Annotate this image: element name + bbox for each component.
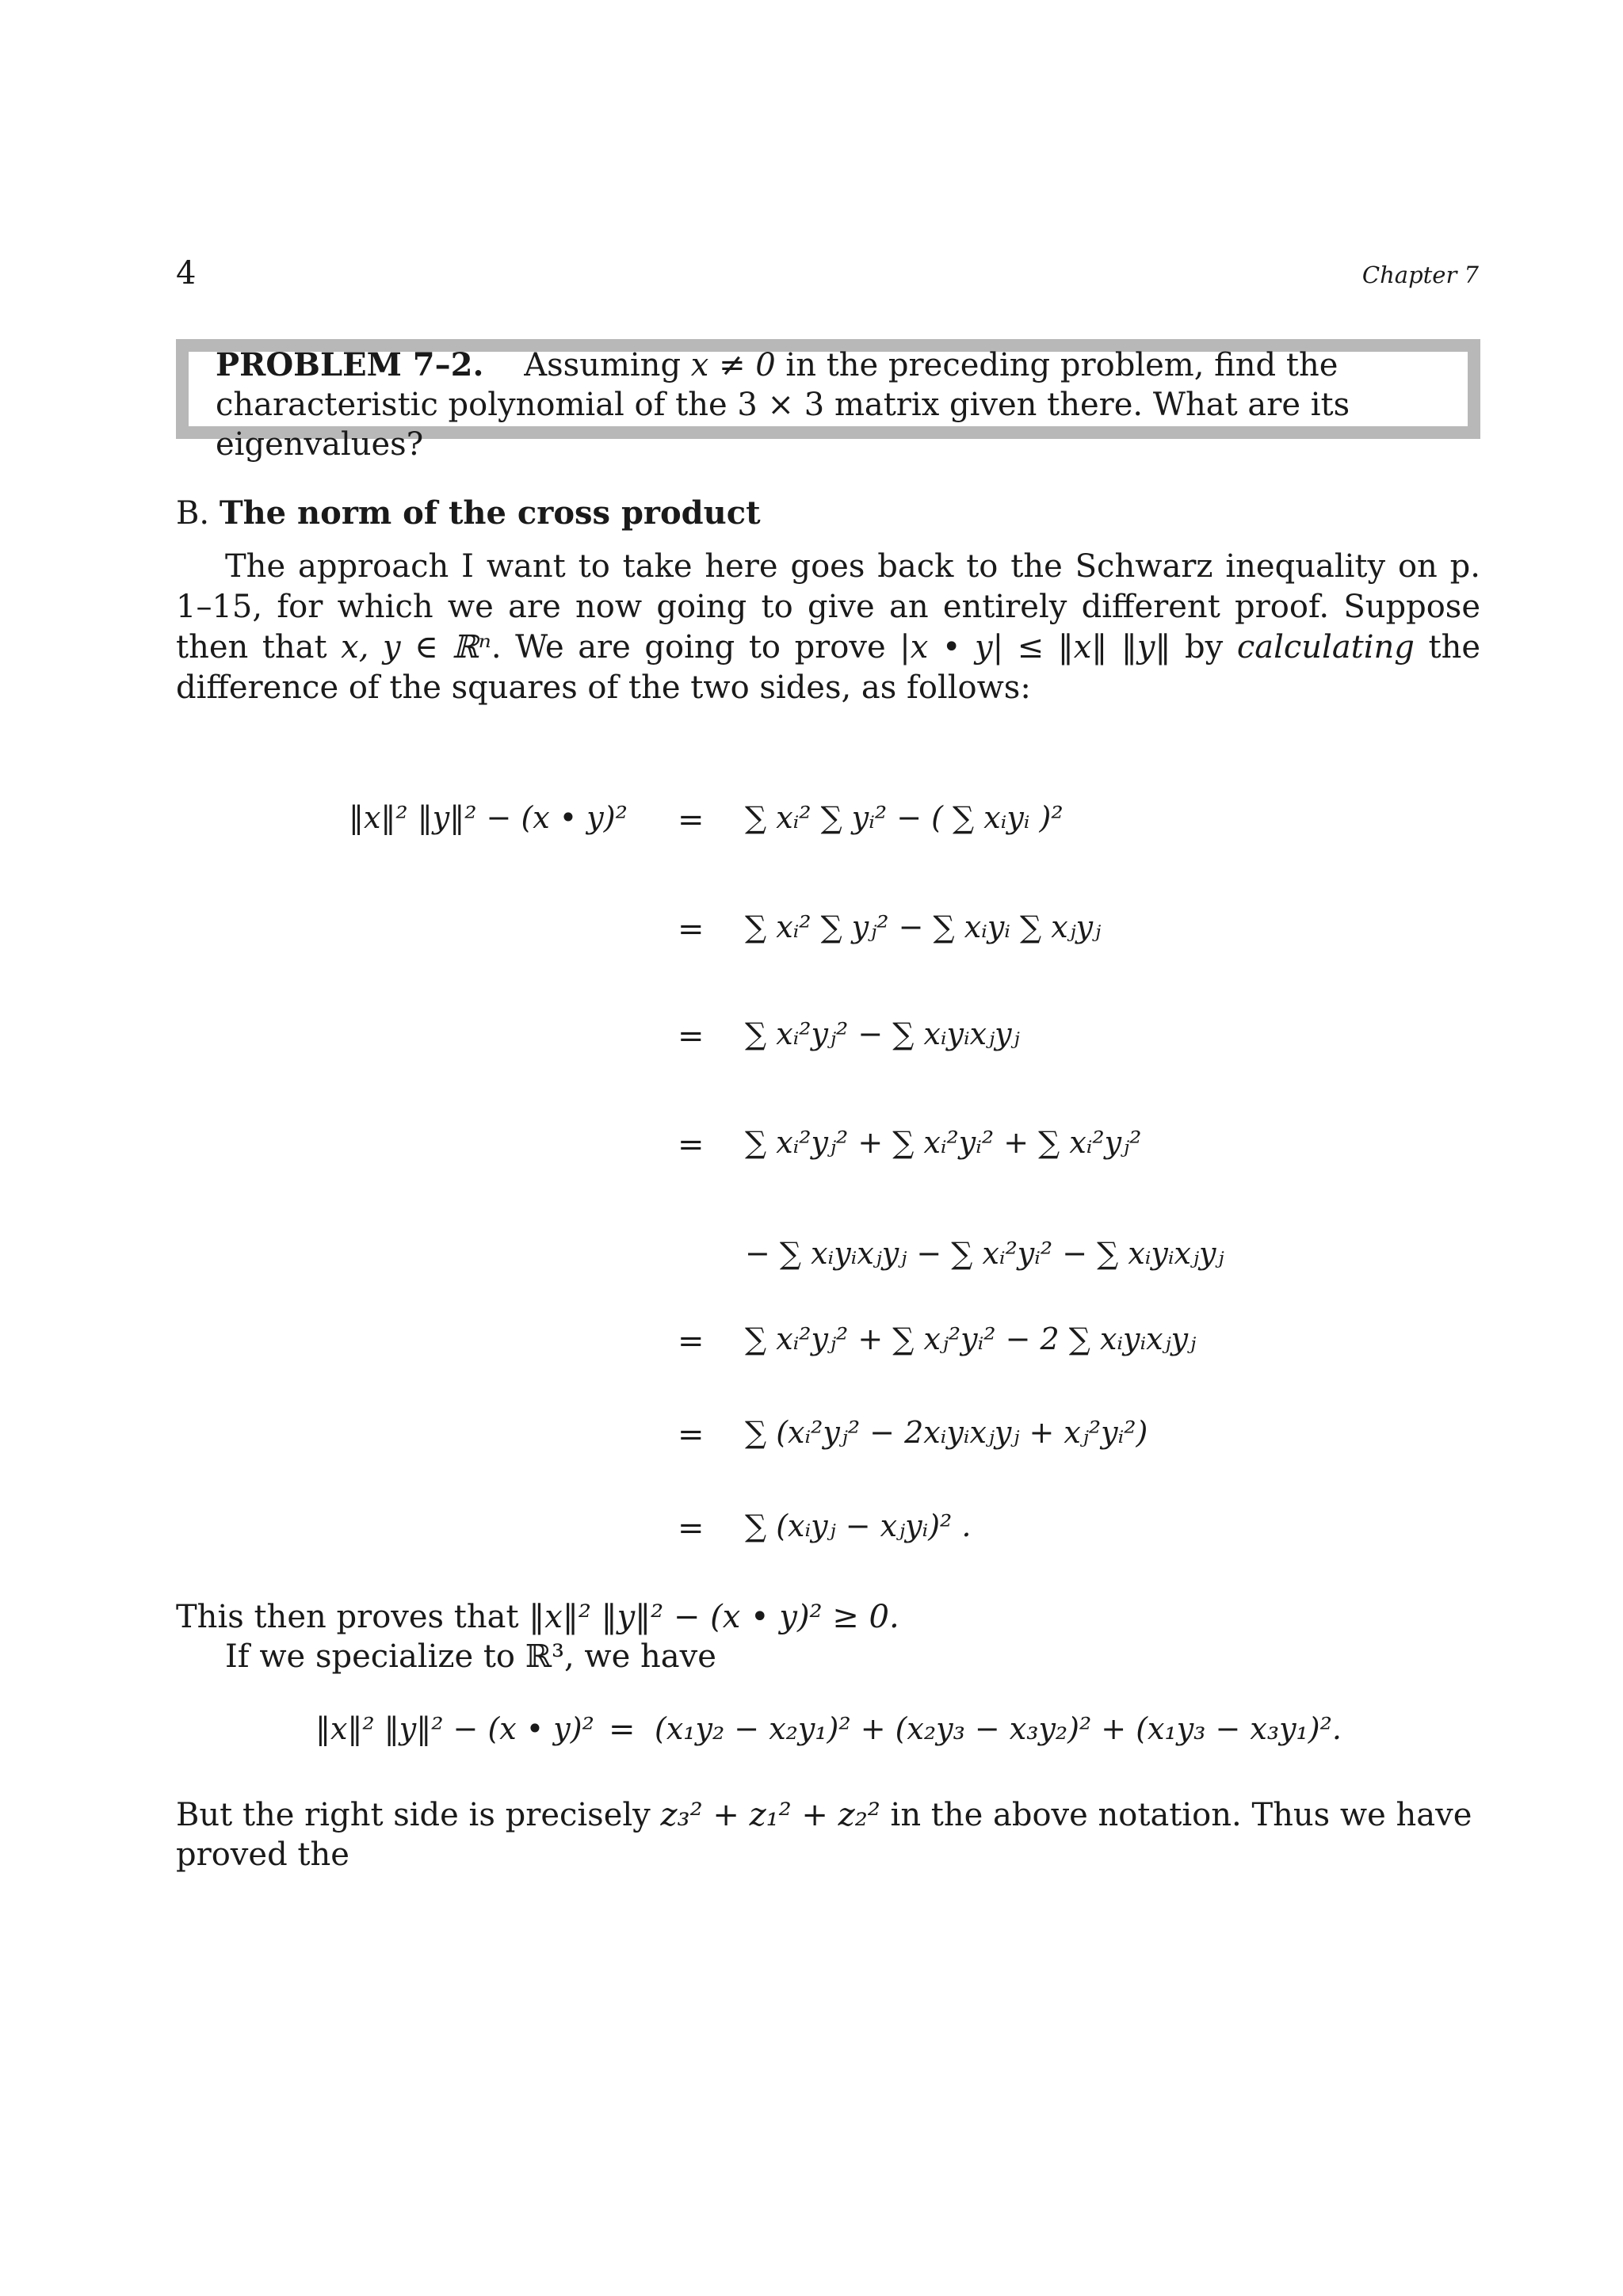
problem-math: x ≠ 0 (690, 347, 776, 383)
final-c: in the above notation. Thus we have proved the (176, 1797, 1472, 1873)
para1-e: by (1170, 629, 1237, 666)
derivation-lhs: ‖x‖² ‖y‖² − (x • y)² (349, 800, 628, 835)
page-number: 4 (176, 255, 197, 292)
section-heading (176, 494, 761, 532)
para1-inequality: |x • y| ≤ ‖x‖ ‖y‖ (899, 629, 1171, 666)
eq-sign-4: = (678, 1127, 705, 1163)
derivation-line-3: ∑ xᵢ²yⱼ² − ∑ xᵢyᵢxⱼyⱼ (745, 1016, 1020, 1051)
conclusion-a: This then proves that (176, 1599, 529, 1635)
para1-emph: calculating (1236, 629, 1415, 666)
eq-sign-1: = (678, 802, 705, 838)
derivation-line-8: ∑ (xᵢyⱼ − xⱼyᵢ)² . (745, 1508, 972, 1543)
eq-sign-6: = (678, 1417, 705, 1453)
derivation-line-4: ∑ xᵢ²yⱼ² + ∑ xᵢ²yᵢ² + ∑ xᵢ²yⱼ² (745, 1125, 1142, 1160)
section-letter: B. (176, 495, 210, 532)
specialize-line: If we specialize to ℝ³, we have (225, 1638, 716, 1675)
problem-text-a: Assuming (524, 347, 691, 383)
derivation-line-2: ∑ xᵢ² ∑ yⱼ² − ∑ xᵢyᵢ ∑ xⱼyⱼ (745, 910, 1102, 944)
para1-c: . We are going to prove (491, 629, 900, 666)
r3-lhs: ‖x‖² ‖y‖² − (x • y)² (315, 1711, 594, 1746)
section-title: The norm of the cross product (219, 494, 761, 532)
r3-rhs: (x₁y₂ − x₂y₁)² + (x₂y₃ − x₃y₂)² + (x₁y₃ − x₃y₁)². (655, 1711, 1342, 1746)
problem-label: PROBLEM 7–2. (216, 346, 484, 383)
problem-text-b: in the preceding problem, find the characteristic polynomial of the 3 × 3 matrix given there. What are its eigenvalues? (216, 347, 1350, 463)
derivation-line-5: − ∑ xᵢyᵢxⱼyⱼ − ∑ xᵢ²yᵢ² − ∑ xᵢyᵢxⱼyⱼ (745, 1236, 1224, 1271)
eq-sign-7: = (678, 1510, 705, 1547)
para1-g: the difference of the squares of the two sides, as follows: (176, 629, 1481, 706)
final-math: z₃² + z₁² + z₂² (660, 1797, 880, 1833)
eq-sign-2: = (678, 911, 705, 948)
final-line (176, 1795, 1480, 1875)
chapter-label: Chapter 7 (1361, 261, 1479, 288)
para1-set: x, y ∈ ℝⁿ (341, 629, 491, 666)
eq-sign-3: = (678, 1018, 705, 1055)
paragraph-1 (176, 547, 1480, 708)
final-a: But the right side is precisely (176, 1797, 661, 1833)
conclusion-math: ‖x‖² ‖y‖² − (x • y)² ≥ 0. (529, 1599, 899, 1635)
conclusion (176, 1597, 1480, 1638)
derivation-line-6: ∑ xᵢ²yⱼ² + ∑ xⱼ²yᵢ² − 2 ∑ xᵢyᵢxⱼyⱼ (745, 1322, 1197, 1356)
eq-sign-5: = (678, 1323, 705, 1360)
problem-text (216, 345, 1452, 464)
r3-eq-sign: = (609, 1711, 636, 1748)
derivation-line-7: ∑ (xᵢ²yⱼ² − 2xᵢyᵢxⱼyⱼ + xⱼ²yᵢ²) (745, 1415, 1148, 1450)
para1-a: The approach I want to take here goes back to the Schwarz inequality on p. 1–15, for which we are now going to give an entirely different proof. Suppose then that (176, 548, 1480, 666)
derivation-line-1: ∑ xᵢ² ∑ yᵢ² − ( ∑ xᵢyᵢ )² (745, 800, 1064, 835)
